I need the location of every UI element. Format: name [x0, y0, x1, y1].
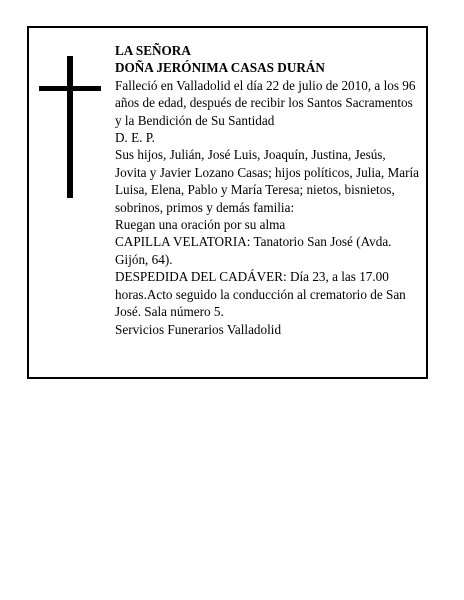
farewell-info: DESPEDIDA DEL CADÁVER: Día 23, a las 17.00 horas.Acto seguido la conducción al crematorio de San José. Sala número 5. — [115, 269, 406, 320]
prayer-request: Ruegan una oración por su alma — [115, 217, 286, 233]
notice-text-block — [115, 42, 419, 338]
death-paragraph: Falleció en Valladolid el día 22 de julio de 2010, a los 96 años de edad, después de recibir los Santos Sacramentos y la Bendición de Su Santidad — [115, 77, 416, 128]
deceased-name: DOÑA JERÓNIMA CASAS DURÁN — [115, 60, 325, 76]
chapel-info: CAPILLA VELATORIA: Tanatorio San José (Avda. Gijón, 64). — [115, 234, 392, 267]
cross-vertical-bar — [67, 56, 73, 198]
cross-horizontal-bar — [39, 86, 101, 91]
dep-line: D. E. P. — [115, 130, 155, 146]
notice-title: LA SEÑORA — [115, 43, 191, 58]
cross-icon — [39, 56, 101, 198]
family-paragraph: Sus hijos, Julián, José Luis, Joaquín, Justina, Jesús, Jovita y Javier Lozano Casas; hijos políticos, Julia, María Luisa, Elena, Pablo y María Teresa; nietos, bisnietos, sobrinos, primos y demás familia: — [115, 147, 419, 215]
obituary-notice — [27, 26, 428, 379]
funeral-services: Servicios Funerarios Valladolid — [115, 321, 282, 337]
